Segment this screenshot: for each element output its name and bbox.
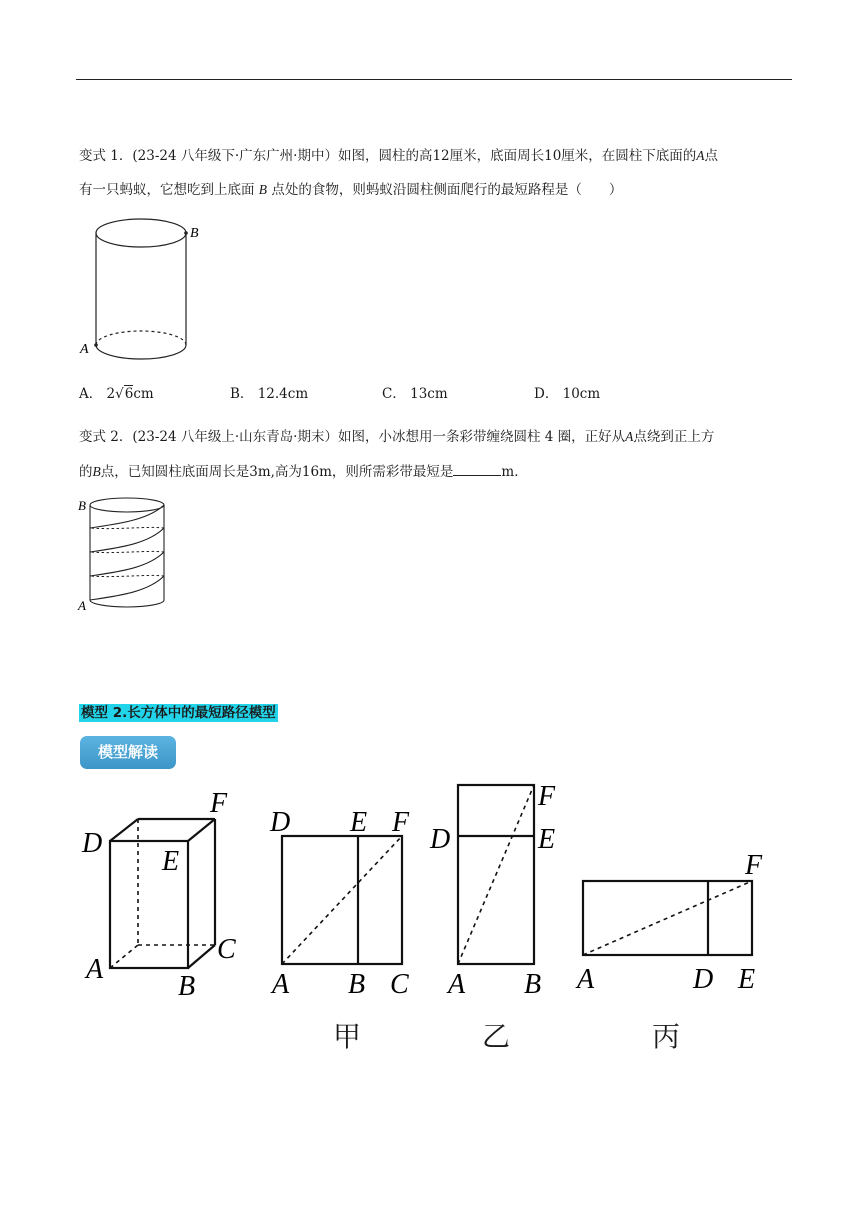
box-label-f: F — [210, 788, 228, 819]
yi-label-e: E — [538, 824, 556, 855]
section-heading: 模型 2.长方体中的最短路径模型 — [81, 705, 276, 721]
jia-label-b: B — [348, 969, 366, 1000]
yi-label-d: D — [430, 824, 451, 855]
bing-label-e: E — [738, 964, 756, 995]
option-d: D． 10cm — [534, 386, 601, 402]
yi-label-f: F — [538, 781, 556, 812]
q1-line-2: 有一只蚂蚁，它想吃到上底面 B 点处的食物，则蚂蚁沿圆柱侧面爬行的最短路程是（ ） — [79, 182, 623, 198]
jia-label-c: C — [390, 969, 409, 1000]
bing-label-d: D — [693, 964, 714, 995]
q2-label-a: A — [78, 598, 86, 613]
bing-label-a: A — [577, 964, 595, 995]
q1-label-b: B — [190, 226, 199, 241]
q2-label-b: B — [78, 498, 86, 513]
yi-label-a: A — [448, 969, 466, 1000]
box-label-e: E — [162, 846, 180, 877]
jia-label-f: F — [392, 807, 410, 838]
q2-line-2: 的B点，已知圆柱底面周长是3m,高为16m，则所需彩带最短是 m． — [79, 461, 528, 482]
net-bing-figure — [575, 845, 775, 995]
answer-blank — [453, 461, 501, 476]
header-rule — [76, 79, 792, 80]
option-b: B． 12.4cm — [230, 386, 309, 402]
net-yi-figure — [428, 775, 573, 1000]
q2-line-1: 变式 2．(23-24 八年级上·山东青岛·期末）如图，小冰想用一条彩带缠绕圆柱 4 圈，正好从A点绕到正上方 — [79, 429, 715, 445]
yi-label-b: B — [524, 969, 542, 1000]
box-label-c: C — [217, 934, 236, 965]
caption-bing: 丙 — [652, 1020, 681, 1053]
cuboid-figure — [80, 788, 250, 1003]
caption-jia: 甲 — [333, 1020, 362, 1053]
q2-spiral-cylinder-figure — [78, 494, 178, 619]
box-label-a: A — [86, 954, 104, 985]
box-label-d: D — [82, 828, 103, 859]
q1-line-1: 变式 1．(23-24 八年级下·广东广州·期中）如图，圆柱的高12厘米，底面周长10厘米，在圆柱下底面的A点 — [79, 148, 719, 164]
jia-label-a: A — [272, 969, 290, 1000]
model-interpretation-badge: 模型解读 — [80, 736, 176, 769]
net-jia-figure — [268, 805, 418, 1000]
box-label-b: B — [178, 971, 196, 1002]
caption-yi: 乙 — [482, 1020, 511, 1053]
jia-label-d: D — [270, 807, 291, 838]
q1-cylinder-figure — [80, 215, 210, 365]
option-a: A． 2√6cm — [79, 386, 154, 402]
option-c: C． 13cm — [382, 386, 448, 402]
q1-label-a: A — [80, 342, 89, 357]
bing-label-f: F — [745, 850, 763, 881]
jia-label-e: E — [350, 807, 368, 838]
